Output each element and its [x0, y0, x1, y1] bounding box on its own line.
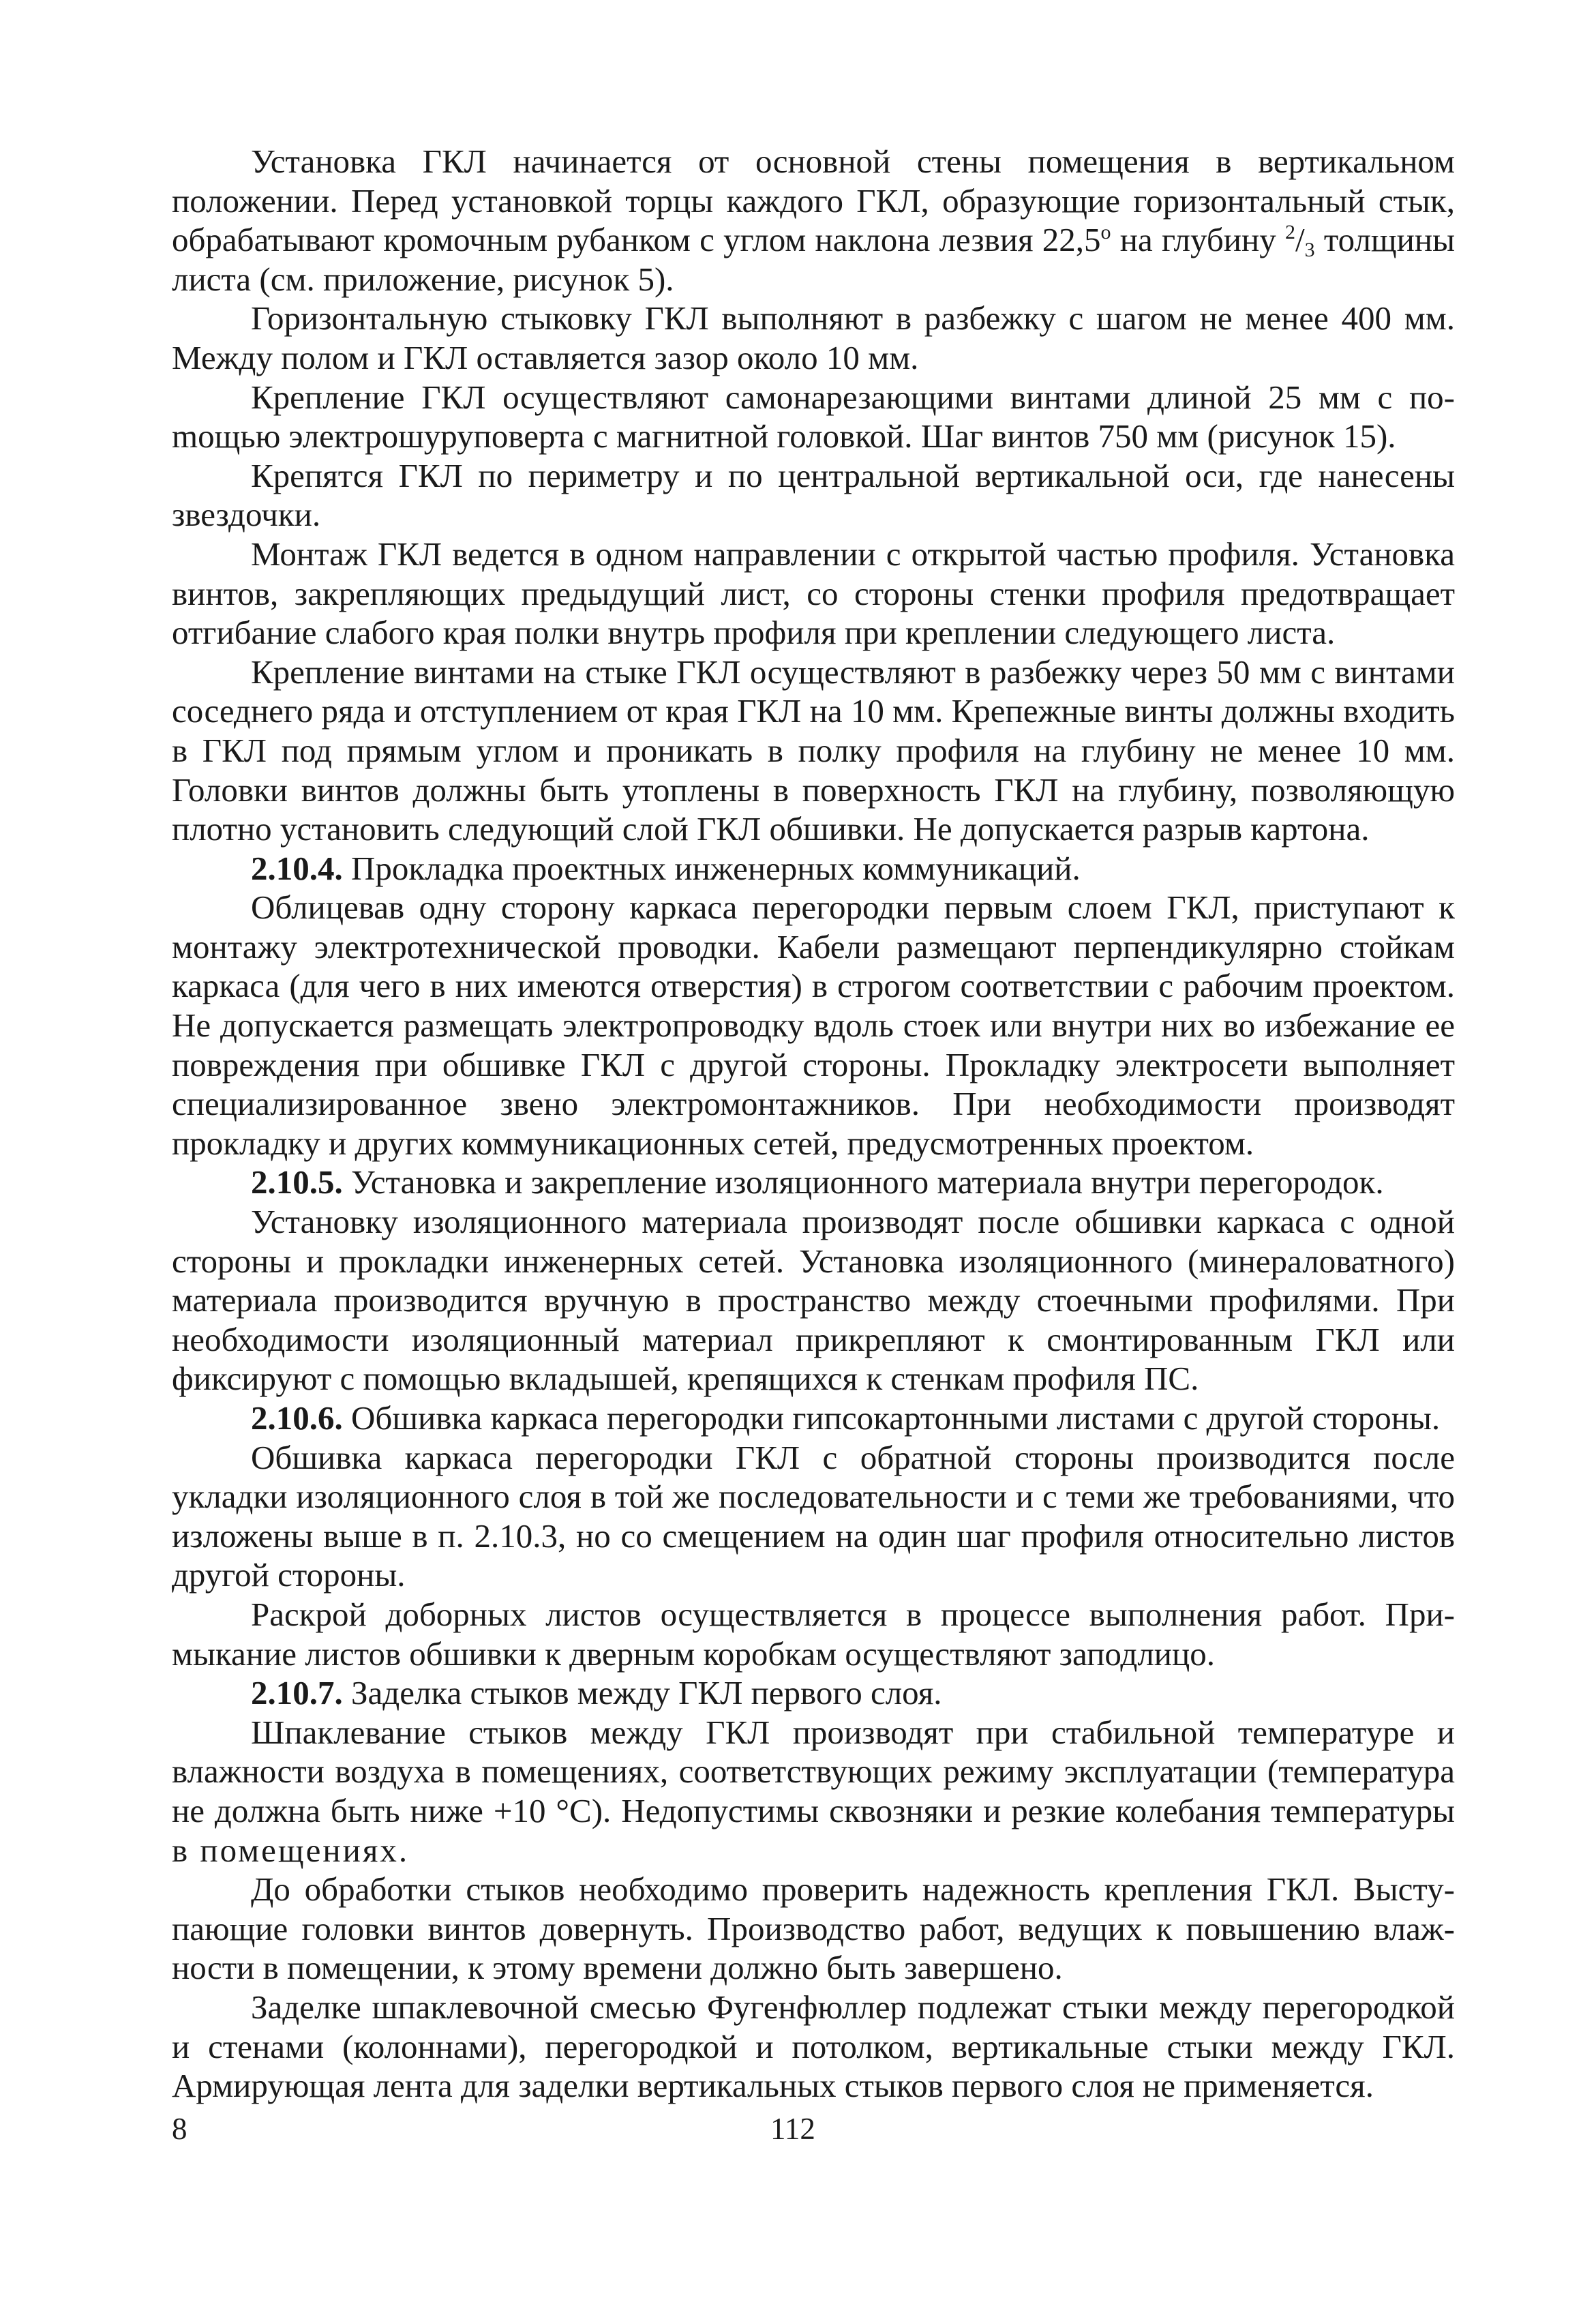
section-number: 2.10.7. [251, 1674, 343, 1712]
paragraph-4: Крепятся ГКЛ по периметру и по центральной вертикальной оси, где нанесены звездочки. [172, 456, 1455, 534]
paragraph-1: Установка ГКЛ начинается от основной стены помещения в вертикальном положении. Перед установкой торцы каждого ГКЛ, образующие горизонтальный стык, обрабатывают кромочным рубанком с углом наклона лезвия 22,5$^o$ на глубину $^2$/3 толщины листа (см. приложение, рисунок 5). [172, 143, 1456, 298]
paragraph-2: Горизонтальную стыковку ГКЛ выполняют в разбежку с шагом не менее 400 мм. Между полом и ГКЛ оставляется зазор около 10 мм. [172, 299, 1455, 376]
paragraph-10: Раскрой доборных листов осуществляется в процессе выполнения работ. Примыкание листов обшивки к дверным коробкам осуществляют заподлицо. [172, 1595, 1455, 1673]
paragraph-3: Крепление ГКЛ осуществляют самонарезающими винтами длиной 25 мм с поmощью электрошуруповерта с магнитной головкой. Шаг винтов 750 мм (рисунок 15). [172, 378, 1455, 455]
document-body [172, 142, 1455, 2106]
page-number-left: 8 [172, 2112, 187, 2146]
page-number-center: 112 [770, 2112, 815, 2146]
section-number: 2.10.6. [251, 1399, 343, 1437]
spaced-text: в помещениях. [172, 1831, 410, 1869]
degree-sign: o [1100, 221, 1111, 244]
section-number: 2.10.5. [251, 1163, 343, 1201]
fraction-denominator: 3 [1304, 239, 1315, 262]
paragraph-11: Шпаклевание стыков между ГКЛ производят при стабильной температуре и влажности воздуха в помещениях, соответствующих режиму эксплуатации (температура не должна быть ниже +10 °С). Недопустимы сквозняки и резкие колебания температуры в помещениях. [172, 1713, 1455, 1869]
section-number: 2.10.4. [251, 849, 343, 887]
paragraph-12: До обработки стыков необходимо проверить надежность крепления ГКЛ. Выступающие головки винтов довернуть. Производство работ, ведущих к повышению влажности в помещении, к этому времени должно быть завершено. [172, 1870, 1455, 1987]
fraction-numerator: 2 [1284, 221, 1295, 244]
section-heading-2-10-5: 2.10.5. Установка и закрепление изоляционного материала внутри перегородок. [251, 1163, 1384, 1201]
fraction-slash: / [1295, 221, 1305, 259]
paragraph-9: Обшивка каркаса перегородки ГКЛ с обратной стороны производится после укладки изоляционного слоя в той же последовательности и с теми же требованиями, что изложены выше в п. 2.10.3, но со смещением на один шаг профиля относительно листов другой стороны. [172, 1438, 1455, 1594]
paragraph-6: Крепление винтами на стыке ГКЛ осуществляют в разбежку через 50 мм с винтами соседнего ряда и отступлением от края ГКЛ на 10 мм. Крепежные винты должны входить в ГКЛ под прямым углом и проникать в полку профиля на глубину не менее 10 мм. Головки винтов должны быть утоплены в поверхность ГКЛ на глубину, позволяющую плотно установить следующий слой ГКЛ обшивки. Не допускается разрыв картона. [172, 653, 1455, 848]
paragraph-8: Установку изоляционного материала производят после обшивки каркаса с одной стороны и прокладки инженерных сетей. Установка изоляционного (минераловатного) материала производится вручную в пространство между стоечными профилями. При необходимости изоляционный материал прикрепляют к смонтированным ГКЛ или фиксируют с помощью вкладышей, крепящихся к стенкам профиля ПС. [172, 1203, 1455, 1398]
section-heading-2-10-6: 2.10.6. Обшивка каркаса перегородки гипсокартонными листами с другой стороны. [251, 1399, 1441, 1437]
paragraph-13: Заделке шпаклевочной смесью Фугенфюллер подлежат стыки между перегородкой и стенами (колоннами), перегородкой и потолком, вертикальные стыки между ГКЛ. Армирующая лента для заделки вертикальных стыков первого слоя не применяется. [172, 1988, 1455, 2105]
section-heading-2-10-4: 2.10.4. Прокладка проектных инженерных коммуникаций. [251, 849, 1081, 887]
paragraph-7: Облицевав одну сторону каркаса перегородки первым слоем ГКЛ, приступают к монтажу электротехнической проводки. Кабели размещают перпендикулярно стойкам каркаса (для чего в них имеются отверстия) в строгом соответствии с рабочим проектом. Не допускается размещать электропроводку вдоль стоек или внутри них во избежание ее повреждения при обшивке ГКЛ с другой стороны. Прокладку электросети выполняет специализированное звено электромонтажников. При необходимости производят прокладку и других коммуникационных сетей, предусмотренных проектом. [172, 888, 1455, 1162]
section-heading-2-10-7: 2.10.7. Заделка стыков между ГКЛ первого слоя. [251, 1674, 942, 1712]
paragraph-5: Монтаж ГКЛ ведется в одном направлении с открытой частью профиля. Установка винтов, закрепляющих предыдущий лист, со стороны стенки профиля предотвращает отгибание слабого края полки внутрь профиля при креплении следующего листа. [172, 535, 1455, 652]
